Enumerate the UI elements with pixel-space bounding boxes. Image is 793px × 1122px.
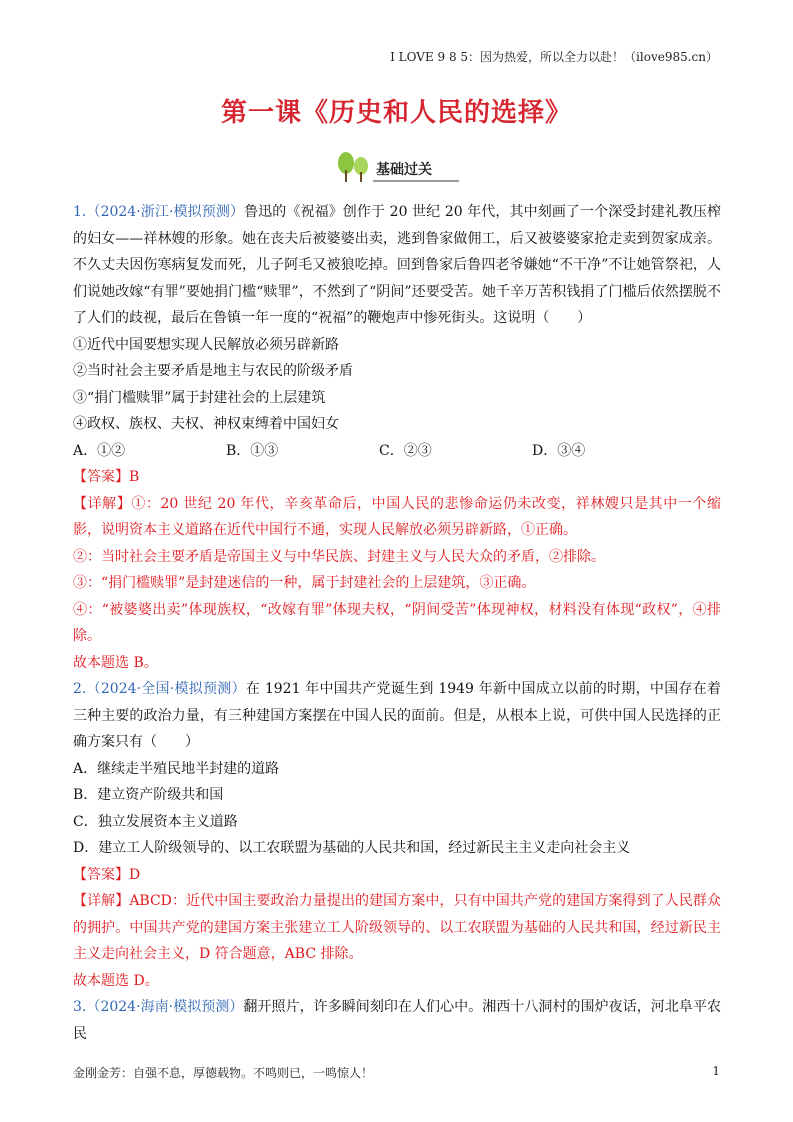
- footer-motto: 金刚金芳：自强不息，厚德载物。不鸣则已，一鸣惊人！: [73, 1066, 374, 1080]
- question-content: [73, 199, 721, 1047]
- question-3-text: 翻开照片，许多瞬间刻印在人们心中。湘西十八洞村的围炉夜话，河北阜平农民: [73, 999, 722, 1042]
- option-d: D．③④: [532, 442, 586, 459]
- option-c: C．②③: [379, 442, 432, 459]
- section-badge: [333, 150, 459, 184]
- question-1-detail: ④：“被婆婆出卖”体现族权，“改嫁有罪”体现夫权，“阴间受苦”体现神权，材料没有体现“政权”，④排除。: [73, 601, 721, 644]
- question-1-detail: ③：“捐门槛赎罪”是封建迷信的一种，属于封建社会的上层建筑，③正确。: [73, 575, 536, 591]
- question-1-stem: [73, 199, 721, 332]
- page-title: 第一课《历史和人民的选择》: [220, 98, 572, 128]
- question-2-stem: [73, 676, 721, 756]
- question-2-answer: 【答案】D: [73, 866, 141, 883]
- question-1-conclusion: 故本题选 B。: [73, 654, 158, 671]
- option-c: C．独立发展资本主义道路: [73, 813, 238, 830]
- question-3-source: 3.（2024·海南·模拟预测）: [73, 999, 244, 1015]
- question-1-detail: 【详解】①：20 世纪 20 年代，辛亥革命后，中国人民的悲惨命运仍未改变，祥林嫂只是其中一个缩影，说明资本主义道路在近代中国行不通，实现人民解放必须另辟新路，①正确。: [73, 495, 721, 538]
- statement-item: ①近代中国要想实现人民解放必须另辟新路: [73, 336, 339, 353]
- question-1-detail: ②：当时社会主要矛盾是帝国主义与中华民族、封建主义与人民大众的矛盾，②排除。: [73, 548, 605, 565]
- question-2-conclusion: 故本题选 D。: [73, 972, 159, 989]
- option-d: D．建立工人阶级领导的、以工农联盟为基础的人民共和国，经过新民主主义走向社会主义: [73, 840, 631, 856]
- question-2-source: 2.（2024·全国·模拟预测）: [73, 681, 246, 697]
- section-underline: [373, 180, 459, 182]
- page-number: 1: [712, 1064, 720, 1078]
- option-b: B．建立资产阶级共和国: [73, 787, 224, 803]
- question-1-text: 鲁迅的《祝福》创作于 20 世纪 20 年代，其中刻画了一个深受封建礼教压榨的妇女——祥林嫂的形象。她在丧夫后被婆婆出卖，逃到鲁家做佣工，后又被婆婆家抢走卖到贺家成亲。不久丈夫因伤寒病复发而死，儿子阿毛又被狼吃掉。回到鲁家后鲁四老爷嫌她“不干净”不让她管祭祀，人们说她改嫁“有罪”要她捐门槛“赎罪”，不然到了“阴间”还要受苦。她千辛万苦积钱捐了门槛后依然摆脱不了人们的歧视，最后在鲁镇一年一度的“祝福”的鞭炮声中惨死街头。这说明（ ）: [73, 204, 721, 326]
- question-1-source: 1.（2024·浙江·模拟预测）: [73, 204, 245, 220]
- option-a: A．①②: [73, 442, 126, 459]
- statement-item: ②当时社会主要矛盾是地主与农民的阶级矛盾: [73, 363, 353, 379]
- question-1-options: [73, 438, 721, 465]
- section-label: 基础过关: [376, 162, 432, 178]
- tree-icon: [333, 150, 373, 184]
- question-1-answer: 【答案】B: [73, 469, 140, 485]
- statement-item: ④政权、族权、夫权、神权束缚着中国妇女: [73, 416, 339, 432]
- option-a: A．继续走半殖民地半封建的道路: [73, 760, 280, 777]
- question-3-stem: [73, 994, 721, 1047]
- question-2-detail: 【详解】ABCD：近代中国主要政治力量提出的建国方案中，只有中国共产党的建国方案得到了人民群众的拥护。中国共产党的建国方案主张建立工人阶级领导的、以工农联盟为基础的人民共和国，经过新民主主义走向社会主义，D 符合题意，ABC 排除。: [73, 893, 721, 962]
- option-b: B．①③: [226, 442, 279, 459]
- question-2-text: 在 1921 年中国共产党诞生到 1949 年新中国成立以前的时期，中国存在着三种主要的政治力量，有三种建国方案摆在中国人民的面前。但是，从根本上说，可供中国人民选择的正确方案只有（ ）: [73, 681, 721, 750]
- statement-item: ③“捐门槛赎罪”属于封建社会的上层建筑: [73, 389, 326, 406]
- header-note: I LOVE 9 8 5：因为热爱，所以全力以赴！（ilove985.cn）: [390, 50, 718, 64]
